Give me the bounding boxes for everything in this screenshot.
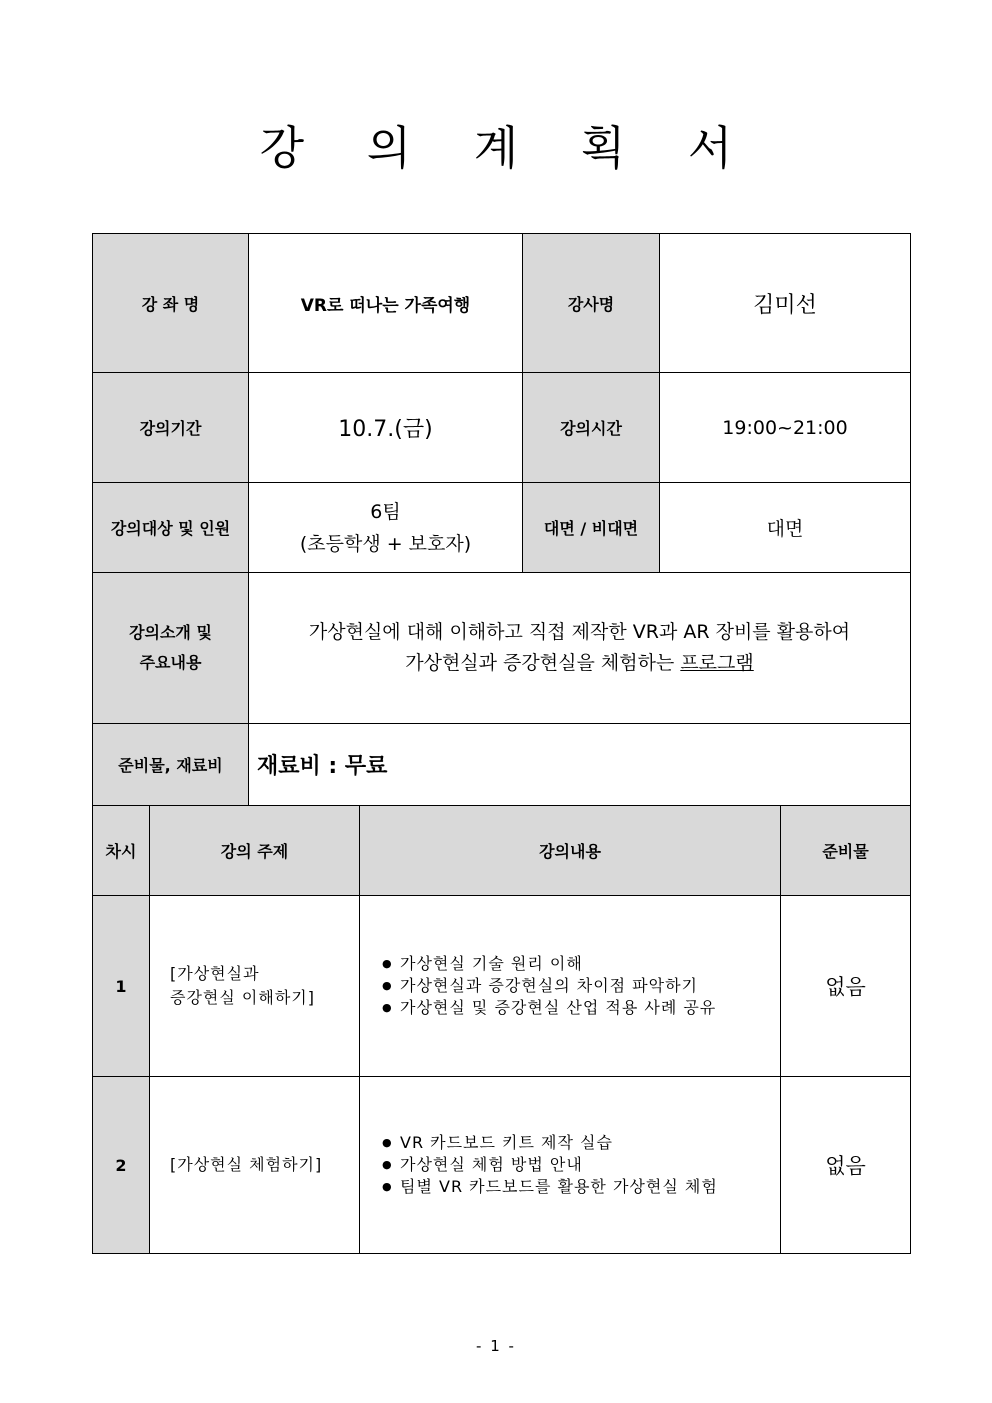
session-topic: [150, 896, 360, 1077]
session-topic-line1: [가상현실 체험하기]: [170, 1155, 323, 1174]
intro-label-line1: 강의소개 및: [129, 623, 212, 642]
list-item: ● 가상현실 체험 방법 안내: [382, 1154, 780, 1176]
header-session: 차시: [93, 806, 150, 896]
sessions-table: [92, 805, 911, 1254]
target-label: 강의대상 및 인원: [93, 483, 249, 573]
materials-value: 재료비 : 무료: [249, 724, 911, 806]
mode-value: 대면: [660, 483, 911, 573]
period-label: 강의기간: [93, 373, 249, 483]
intro-content: [249, 573, 911, 724]
course-info-table: [92, 233, 911, 806]
list-item: ● 가상현실 및 증강현실 산업 적용 사례 공유: [382, 997, 780, 1019]
intro-label: [93, 573, 249, 724]
time-value: 19:00~21:00: [660, 373, 911, 483]
instructor-value: 김미선: [660, 234, 911, 373]
target-value-teams: 6팀: [370, 500, 401, 523]
table-row: [93, 1077, 911, 1254]
instructor-label: 강사명: [523, 234, 660, 373]
header-content: 강의내용: [360, 806, 781, 896]
intro-line2-text: 가상현실과 증강현실을 체험하는: [405, 652, 681, 674]
session-topic-line2: 증강현실 이해하기]: [170, 988, 315, 1007]
session-topic-line1: [가상현실과: [170, 964, 260, 983]
session-content: [360, 1077, 781, 1254]
header-prep: 준비물: [781, 806, 911, 896]
mode-label: 대면 / 비대면: [523, 483, 660, 573]
session-prep: 없음: [781, 896, 911, 1077]
time-label: 강의시간: [523, 373, 660, 483]
intro-label-line2: 주요내용: [139, 653, 202, 672]
list-item: ● 가상현실과 증강현실의 차이점 파악하기: [382, 975, 780, 997]
session-number: 1: [93, 896, 150, 1077]
list-item: ● VR 카드보드 키트 제작 실습: [382, 1132, 780, 1154]
page-title: 강 의 계 획 서: [259, 121, 757, 175]
course-name-label: 강 좌 명: [93, 234, 249, 373]
list-item: ● 팀별 VR 카드보드를 활용한 가상현실 체험: [382, 1176, 780, 1198]
period-value: 10.7.(금): [249, 373, 523, 483]
session-prep: 없음: [781, 1077, 911, 1254]
session-content: [360, 896, 781, 1077]
intro-line1: 가상현실에 대해 이해하고 직접 제작한 VR과 AR 장비를 활용하여: [308, 621, 851, 643]
table-row: [93, 896, 911, 1077]
intro-line2: [249, 648, 910, 679]
target-value: [249, 483, 523, 573]
materials-label: 준비물, 재료비: [93, 724, 249, 806]
course-name-value: VR로 떠나는 가족여행: [249, 234, 523, 373]
target-value-audience: (초등학생 + 보호자): [299, 532, 472, 555]
list-item: ● 가상현실 기술 원리 이해: [382, 953, 780, 975]
intro-line2-underlined: 프로그램: [680, 652, 754, 674]
header-topic: 강의 주제: [150, 806, 360, 896]
session-topic: [150, 1077, 360, 1254]
page-number: - 1 -: [476, 1337, 516, 1355]
session-number: 2: [93, 1077, 150, 1254]
